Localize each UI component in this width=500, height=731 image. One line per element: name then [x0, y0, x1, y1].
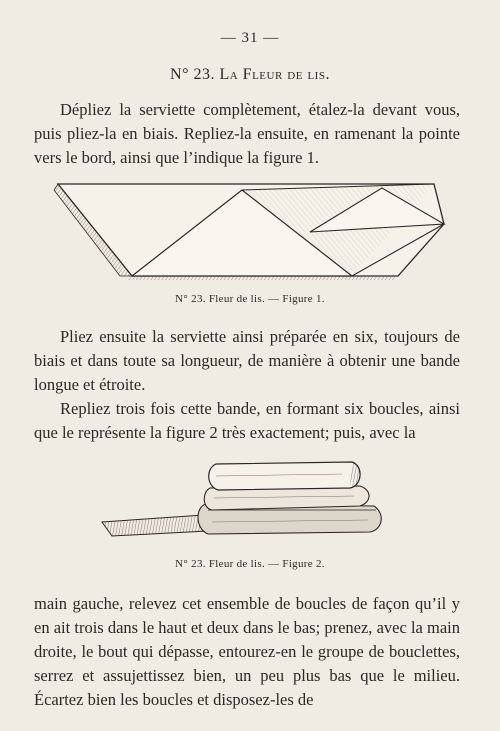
paragraph-3: Repliez trois fois cette bande, en formant six boucles, ainsi que le représente la figure 2 très exactement; puis, avec la	[34, 399, 460, 442]
paragraph-1: Dépliez la serviette complètement, étalez-la devant vous, puis pliez-la en biais. Repliez-la ensuite, en ramenant la pointe vers le bord, ainsi que l’indique la figure 1.	[34, 100, 460, 167]
section-heading	[0, 66, 500, 84]
paragraph-2: Pliez ensuite la serviette ainsi préparée en six, toujours de biais et dans toute sa longueur, de manière à obtenir une bande longue et étroite.	[34, 327, 460, 394]
section-title: La Fleur de lis.	[219, 66, 330, 83]
figure-2-caption: N° 23. Fleur de lis. — Figure 2.	[175, 558, 325, 570]
page-number: — 31 —	[220, 30, 280, 46]
paragraph-4: main gauche, relevez cet ensemble de boucles de façon qu’il y en ait trois dans le haut et deux dans le bas; prenez, avec la main droite, le bout qui dépasse, entourez-en le groupe de bouclettes, serrez et assujettissez bien, un peu plus bas que le milieu. Écartez bien les boucles et disposez-les de	[34, 594, 460, 709]
figure-1-illustration	[52, 180, 452, 290]
section-number: N° 23.	[170, 66, 215, 83]
figure-2-illustration	[98, 444, 398, 556]
figure-1-caption: N° 23. Fleur de lis. — Figure 1.	[175, 293, 325, 305]
